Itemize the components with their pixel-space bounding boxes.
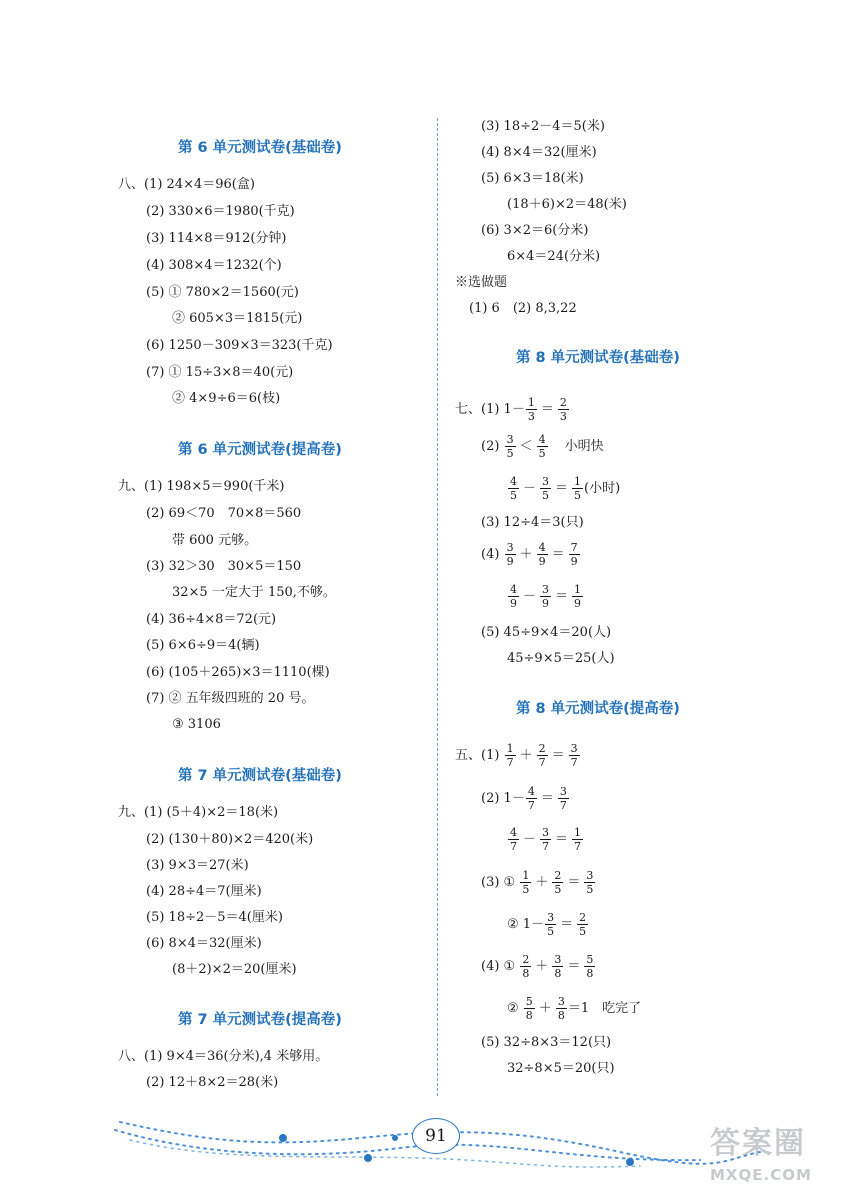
answer-line: (3) 18÷2－4＝5(米) — [481, 119, 605, 134]
answer-line: 32×5 一定大于 150,不够。 — [172, 585, 336, 600]
answer-line: (5) 45÷9×4＝20(人) — [481, 625, 612, 640]
answer-line: (4) $\frac{3}{9}$ ＋ $\frac{4}{9}$ ＝ $\frac{7}{9}$ — [481, 541, 578, 568]
answer-line: 32÷8×5＝20(只) — [507, 1061, 615, 1076]
fraction: $\frac{4}{5}$ — [538, 433, 546, 460]
fraction: $\frac{3}{5}$ — [506, 433, 514, 460]
fraction: $\frac{3}{7}$ — [559, 785, 567, 812]
fraction: $\frac{1}{3}$ — [527, 396, 535, 423]
site-watermark — [710, 1118, 835, 1193]
fraction: $\frac{1}{9}$ — [574, 583, 582, 610]
fraction: $\frac{4}{5}$ — [510, 475, 517, 502]
fraction: $\frac{3}{8}$ — [554, 953, 562, 980]
section-title-unit6-basic: 第 6 单元测试卷(基础卷) — [178, 140, 342, 156]
fraction: $\frac{1}{5}$ — [522, 869, 530, 896]
fraction: $\frac{1}{7}$ — [506, 742, 514, 769]
answer-line: (3) 9×3＝27(米) — [146, 858, 249, 873]
answer-line: (8＋2)×2＝20(厘米) — [172, 962, 297, 977]
optional-title: ※选做题 — [455, 275, 508, 290]
answer-line: $\frac{4}{7}$ － $\frac{3}{7}$ ＝ $\frac{1}{7}$ — [510, 826, 582, 853]
answer-line: (5) 6×3＝18(米) — [481, 171, 584, 186]
answer-line: (4) 8×4＝32(厘米) — [481, 145, 597, 160]
answer-line: (4) ① $\frac{2}{8}$ ＋ $\frac{3}{8}$ ＝ $\frac{5}{8}$ — [481, 953, 594, 980]
fraction: $\frac{7}{9}$ — [570, 541, 578, 568]
answer-line: 五、(1) $\frac{1}{7}$ ＋ $\frac{2}{7}$ ＝ $\frac{3}{7}$ — [455, 742, 578, 769]
answer-line: ② 605×3＝1815(元) — [172, 311, 303, 326]
fraction: $\frac{4}{7}$ — [527, 785, 535, 812]
fraction: $\frac{2}{5}$ — [579, 911, 587, 938]
answer-line: 带 600 元够。 — [172, 533, 258, 548]
answer-line: (2) 1－ $\frac{4}{7}$ ＝ $\frac{3}{7}$ — [481, 785, 567, 812]
answer-line: (6) 1250－309×3＝323(千克) — [146, 338, 333, 353]
answer-line: (4) 28÷4＝7(厘米) — [146, 884, 262, 899]
section-title-unit8-basic: 第 8 单元测试卷(基础卷) — [516, 350, 680, 366]
answer-line: ③ 3106 — [172, 717, 221, 732]
answer-line: (5) ① 780×2＝1560(元) — [146, 285, 299, 300]
answer-line: ② 4×9÷6＝6(枝) — [172, 391, 281, 406]
answer-line: (3) ① $\frac{1}{5}$ ＋ $\frac{2}{5}$ ＝ $\frac{3}{5}$ — [481, 869, 594, 896]
answer-line: (1) 6 (2) 8,3,22 — [469, 301, 577, 316]
answer-line: (2) 330×6＝1980(千克) — [146, 204, 295, 219]
answer-line: (5) 32÷8×3＝12(只) — [481, 1035, 612, 1050]
answer-line: 九、(1) (5＋4)×2＝18(米) — [118, 805, 279, 820]
answer-line: 八、(1) 9×4＝36(分米),4 米够用。 — [118, 1049, 329, 1064]
fraction: $\frac{2}{7}$ — [538, 742, 546, 769]
fraction: $\frac{3}{5}$ — [586, 869, 594, 896]
answer-line: (5) 6×6÷9＝4(辆) — [146, 638, 260, 653]
fraction: $\frac{5}{8}$ — [586, 953, 594, 980]
answer-line: (18＋6)×2＝48(米) — [507, 197, 627, 212]
fraction: $\frac{1}{7}$ — [574, 826, 582, 853]
fraction: $\frac{4}{9}$ — [538, 541, 546, 568]
answer-line: (2) $\frac{3}{5}$ ＜ $\frac{4}{5}$ 小明快 — [481, 433, 604, 460]
answer-line: (3) 32＞30 30×5＝150 — [146, 559, 302, 574]
answer-line: (2) (130＋80)×2＝420(米) — [146, 832, 314, 847]
answer-line: (4) 36÷4×8＝72(元) — [146, 612, 277, 627]
fraction: $\frac{3}{5}$ — [542, 475, 550, 502]
answer-line: (4) 308×4＝1232(个) — [146, 258, 282, 273]
fraction: $\frac{4}{7}$ — [510, 826, 517, 853]
watermark-url: MXQE.COM — [710, 1166, 812, 1184]
section-title-unit7-advanced: 第 7 单元测试卷(提高卷) — [178, 1012, 342, 1028]
fraction: $\frac{2}{8}$ — [522, 953, 530, 980]
answer-line: (2) 69＜70 70×8＝560 — [146, 506, 302, 521]
answer-line: 七、(1) 1－ $\frac{1}{3}$ ＝ $\frac{2}{3}$ — [455, 396, 567, 423]
fraction: $\frac{2}{5}$ — [554, 869, 562, 896]
answer-line: (3) 12÷4＝3(只) — [481, 515, 584, 530]
fraction: $\frac{2}{3}$ — [559, 396, 567, 423]
fraction: $\frac{3}{9}$ — [506, 541, 514, 568]
fraction: $\frac{3}{9}$ — [542, 583, 550, 610]
section-title-unit6-advanced: 第 6 单元测试卷(提高卷) — [178, 442, 342, 458]
answer-line: (5) 18÷2－5＝4(厘米) — [146, 910, 283, 925]
answer-line: ② $\frac{5}{8}$ ＋ $\frac{3}{8}$ ＝1 吃完了 — [507, 995, 642, 1022]
answer-line: (7) ② 五年级四班的 20 号。 — [146, 691, 315, 706]
fraction: $\frac{3}{7}$ — [542, 826, 550, 853]
answer-line: (2) 12＋8×2＝28(米) — [146, 1075, 279, 1090]
answer-line: (6) (105＋265)×3＝1110(棵) — [146, 665, 330, 680]
answer-line: $\frac{4}{5}$ － $\frac{3}{5}$ ＝ $\frac{1}{5}$ (小时) — [510, 475, 621, 502]
answer-line: ② 1－ $\frac{3}{5}$ ＝ $\frac{2}{5}$ — [507, 911, 587, 938]
answer-line: (6) 3×2＝6(分米) — [481, 223, 589, 238]
fraction: $\frac{3}{7}$ — [570, 742, 578, 769]
answer-line: (6) 8×4＝32(厘米) — [146, 936, 262, 951]
answer-line: (3) 114×8＝912(分钟) — [146, 231, 287, 246]
fraction: $\frac{3}{5}$ — [547, 911, 555, 938]
answer-line: (7) ① 15÷3×8＝40(元) — [146, 365, 294, 380]
fraction: $\frac{1}{5}$ — [574, 475, 582, 502]
fraction: $\frac{4}{9}$ — [510, 583, 517, 610]
section-title-unit8-advanced: 第 8 单元测试卷(提高卷) — [516, 701, 680, 717]
answer-line: 八、(1) 24×4＝96(盒) — [118, 177, 255, 192]
answer-line: $\frac{4}{9}$ － $\frac{3}{9}$ ＝ $\frac{1}{9}$ — [510, 583, 582, 610]
answer-line: 九、(1) 198×5＝990(千米) — [118, 479, 285, 494]
fraction: $\frac{5}{8}$ — [525, 995, 533, 1022]
section-title-unit7-basic: 第 7 单元测试卷(基础卷) — [178, 768, 342, 784]
fraction: $\frac{3}{8}$ — [557, 995, 565, 1022]
answer-line: 45÷9×5＝25(人) — [507, 651, 615, 666]
watermark-logo-text: 答案圈 — [710, 1126, 806, 1161]
answer-line: 6×4＝24(分米) — [507, 249, 601, 264]
page-number: 91 — [412, 1118, 460, 1154]
column-divider — [437, 118, 438, 1096]
